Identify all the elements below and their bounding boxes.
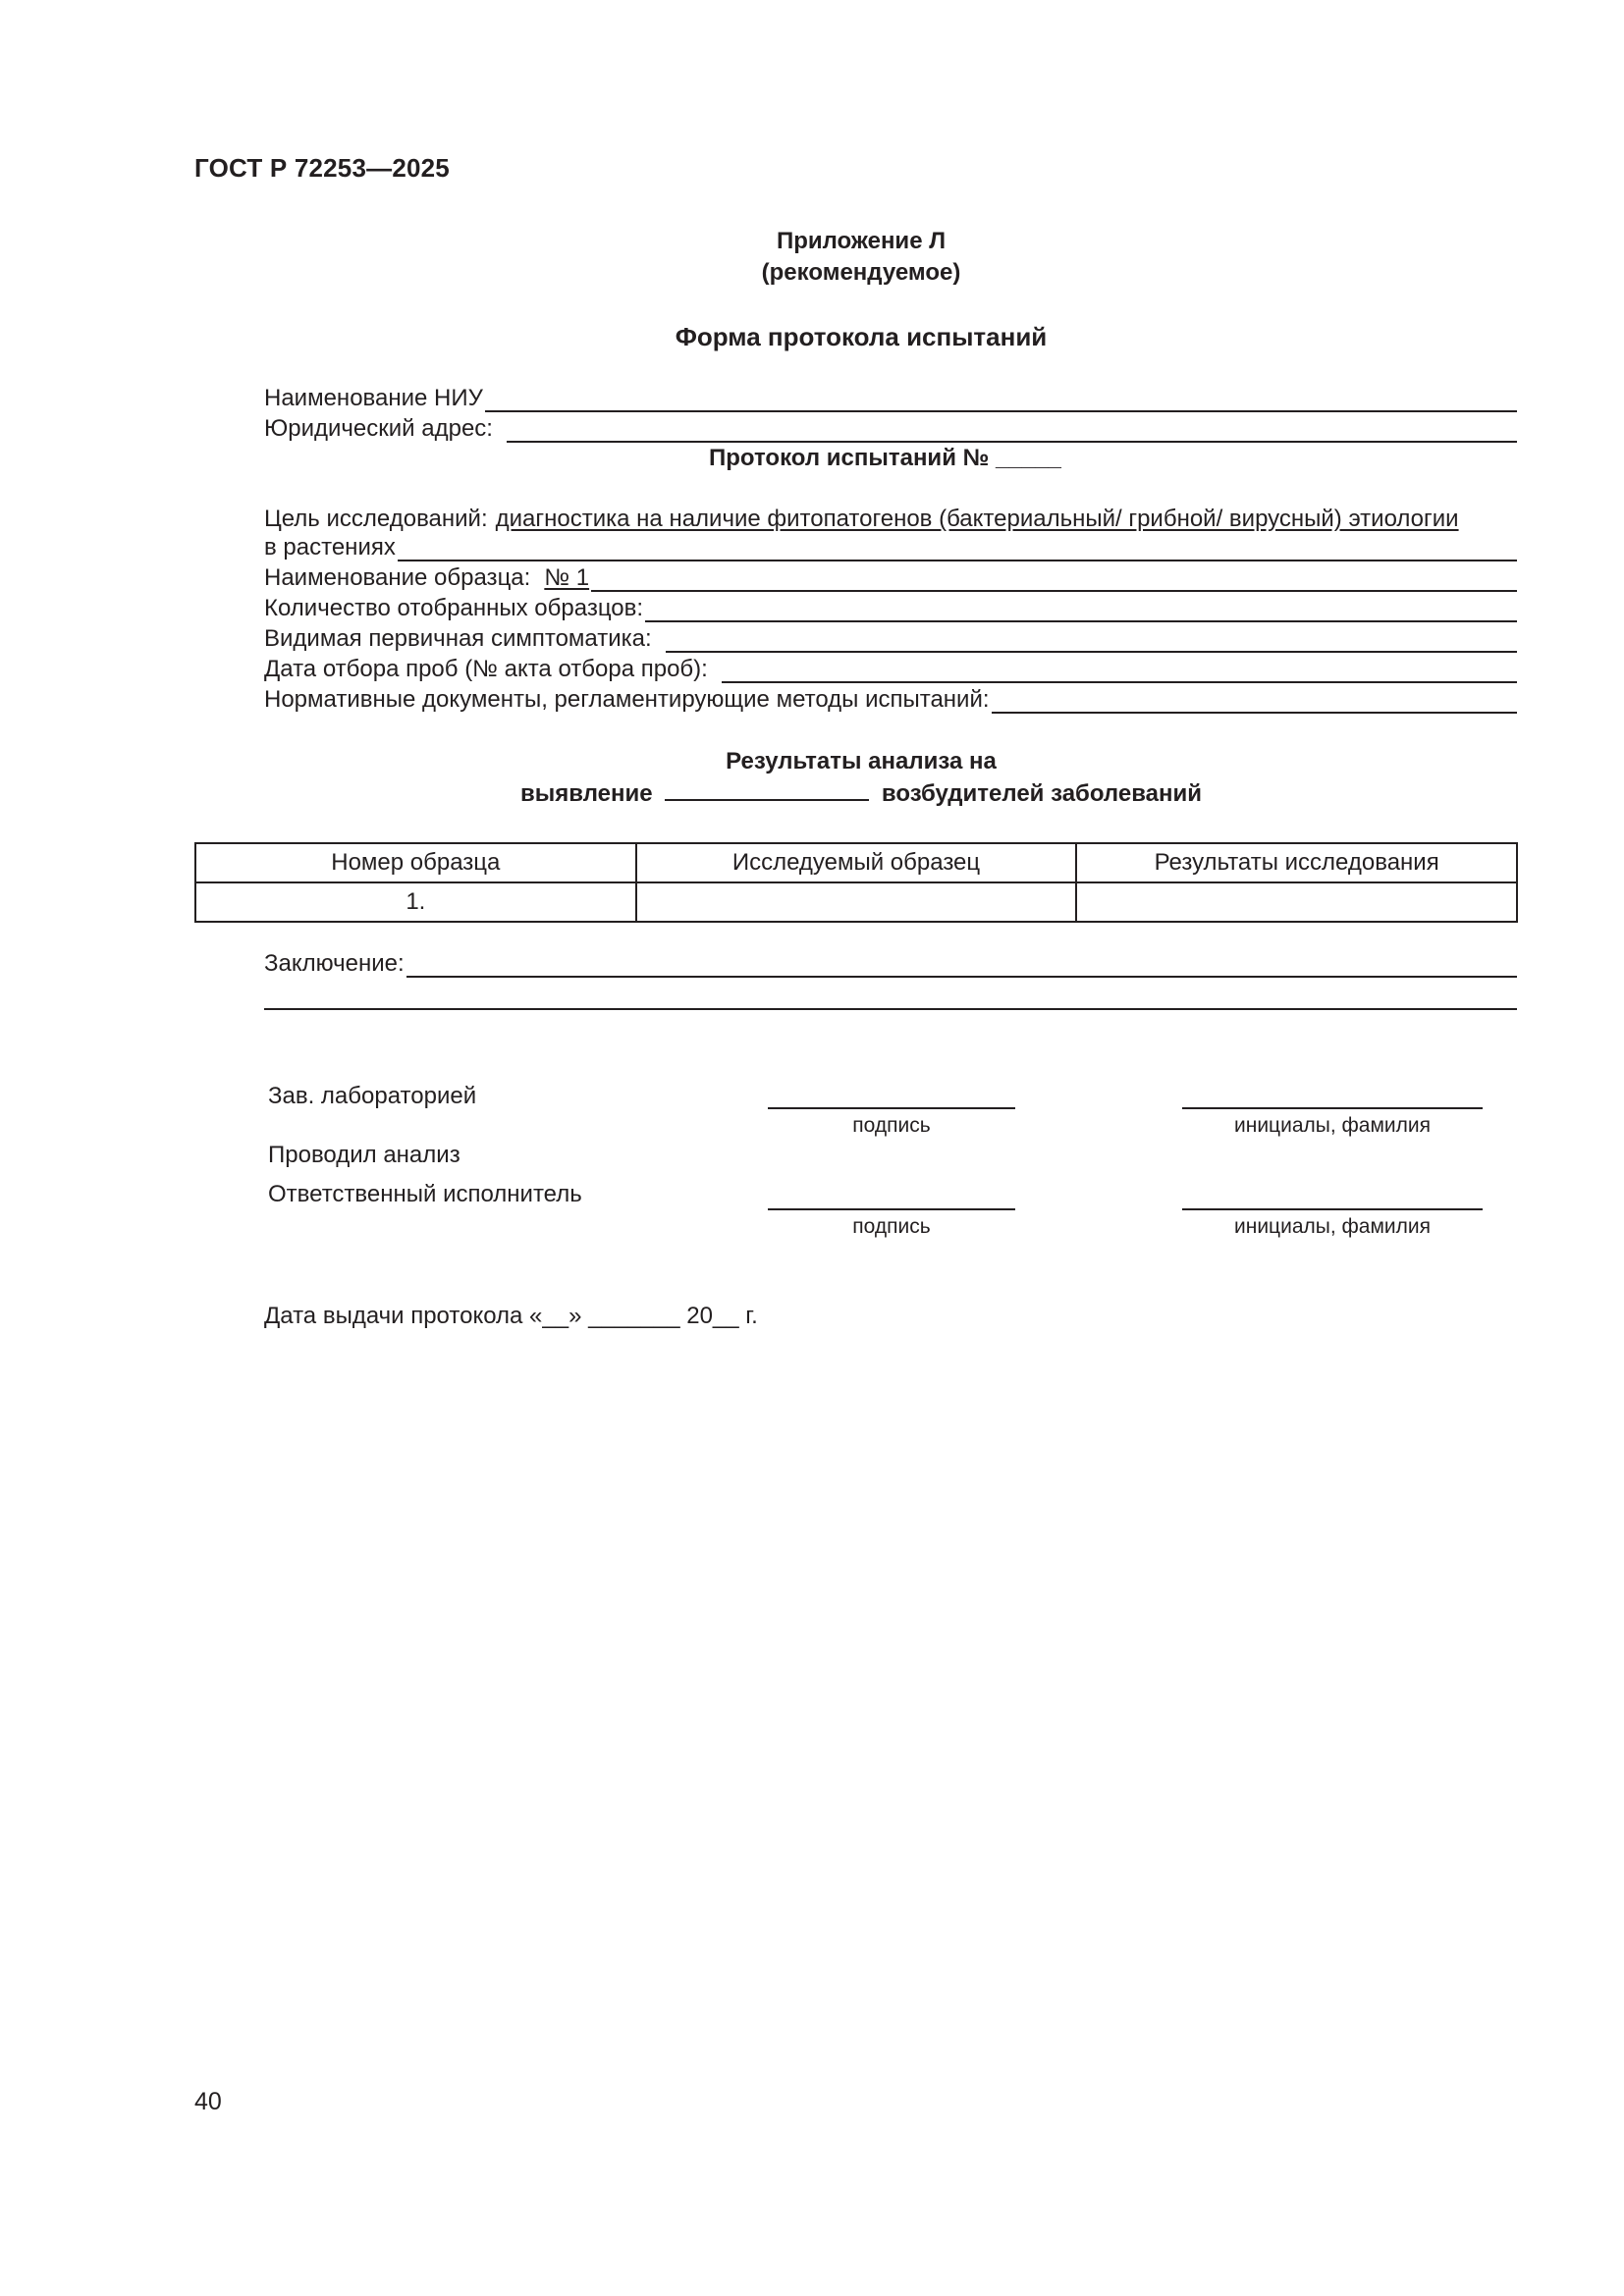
form-title: Форма протокола испытаний xyxy=(675,322,1048,351)
results-heading-2 xyxy=(0,779,1624,808)
conclusion-row-2 xyxy=(264,981,1517,1010)
performed-by-label: Проводил анализ xyxy=(268,1142,460,1168)
symptoms-label: Видимая первичная симптоматика: xyxy=(264,625,652,652)
responsible-name-line xyxy=(1182,1208,1483,1210)
sample-name-row xyxy=(264,562,1517,592)
column-header: Результаты исследования xyxy=(1076,843,1517,882)
purpose-label: Цель исследований: xyxy=(264,506,488,532)
table-header-row xyxy=(195,843,1517,882)
normative-line xyxy=(992,686,1517,714)
sampling-date-line xyxy=(722,656,1517,683)
appendix-title: Приложение Л xyxy=(776,228,947,254)
org-name-row xyxy=(264,383,1517,412)
protocol-title xyxy=(709,445,1061,472)
page-number: 40 xyxy=(194,2088,222,2115)
sampling-date-label: Дата отбора проб (№ акта отбора проб): xyxy=(264,656,708,682)
conclusion-line-2 xyxy=(264,983,1517,1010)
responsible-signature-line xyxy=(768,1208,1015,1210)
org-address-label: Юридический адрес: xyxy=(264,415,493,442)
results-heading-suffix: возбудителей заболеваний xyxy=(881,780,1202,807)
sample-count-row xyxy=(264,593,1517,622)
sample-name-label: Наименование образца: xyxy=(264,564,531,591)
issue-date: Дата выдачи протокола «__» _______ 20__ г. xyxy=(264,1303,758,1329)
sampling-date-row xyxy=(264,654,1517,683)
symptoms-row xyxy=(264,623,1517,653)
lab-head-name-line xyxy=(1182,1107,1483,1109)
conclusion-line xyxy=(406,950,1517,978)
protocol-number-blank: _____ xyxy=(996,445,1061,471)
purpose-row-2 xyxy=(264,532,1517,561)
normative-row xyxy=(264,684,1517,714)
signature-caption: подпись xyxy=(852,1215,931,1238)
protocol-title-text: Протокол испытаний № xyxy=(709,445,990,471)
sample-count-line xyxy=(645,595,1517,622)
table-cell: 1. xyxy=(195,882,636,922)
results-heading-prefix: выявление xyxy=(520,780,653,807)
org-address-line xyxy=(507,415,1517,443)
results-heading-1: Результаты анализа на xyxy=(726,748,997,774)
table-cell xyxy=(1076,882,1517,922)
appendix-note: (рекомендуемое) xyxy=(761,259,961,286)
purpose-value: диагностика на наличие фитопатогенов (бактериальный/ грибной/ вирусный) этиологии xyxy=(495,506,1459,532)
lab-head-label: Зав. лабораторией xyxy=(268,1083,477,1109)
table-cell xyxy=(636,882,1077,922)
sample-name-line xyxy=(591,564,1517,592)
sample-name-value: № 1 xyxy=(544,564,590,591)
purpose-value-2: в растениях xyxy=(264,534,396,561)
results-table xyxy=(194,842,1518,923)
org-name-line xyxy=(485,385,1517,412)
normative-label: Нормативные документы, регламентирующие методы испытаний: xyxy=(264,686,990,713)
responsible-label: Ответственный исполнитель xyxy=(268,1181,582,1207)
column-header: Номер образца xyxy=(195,843,636,882)
conclusion-label: Заключение: xyxy=(264,950,405,977)
signature-caption: подпись xyxy=(852,1114,931,1137)
symptoms-line xyxy=(666,625,1517,653)
column-header: Исследуемый образец xyxy=(636,843,1077,882)
sample-count-label: Количество отобранных образцов: xyxy=(264,595,644,621)
standard-header: ГОСТ Р 72253—2025 xyxy=(194,153,450,183)
table-row xyxy=(195,882,1517,922)
purpose-row xyxy=(264,504,1517,533)
name-caption: инициалы, фамилия xyxy=(1234,1215,1431,1238)
name-caption: инициалы, фамилия xyxy=(1234,1114,1431,1137)
org-address-row xyxy=(264,413,1517,443)
purpose-line xyxy=(398,534,1517,561)
conclusion-row xyxy=(264,948,1517,978)
org-name-label: Наименование НИУ xyxy=(264,385,483,411)
results-heading-blank xyxy=(665,779,869,801)
lab-head-signature-line xyxy=(768,1107,1015,1109)
